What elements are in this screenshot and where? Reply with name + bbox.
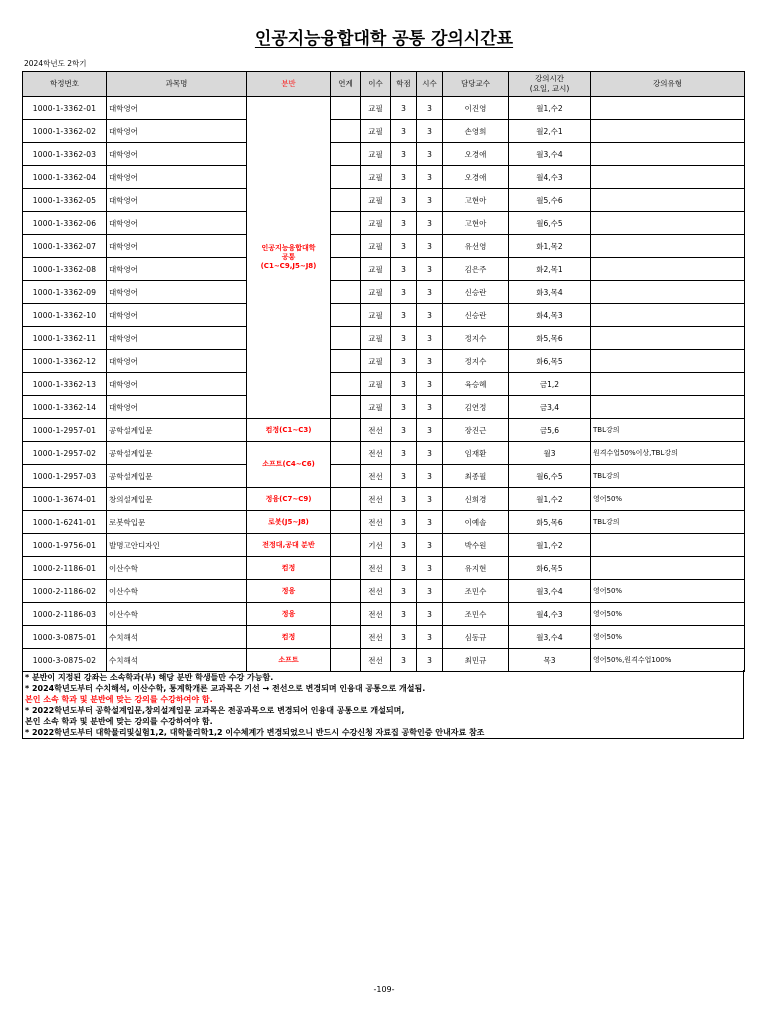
lecture-type-cell — [591, 304, 745, 327]
table-row — [23, 649, 745, 672]
division-cell: 로봇(J5~J8) — [247, 511, 331, 534]
course-code: 1000-1-3362-09 — [23, 281, 107, 304]
category-cell: 교필 — [361, 327, 391, 350]
schedule-cell: 화5,목6 — [509, 327, 591, 350]
course-name: 수치해석 — [107, 649, 247, 672]
course-name: 발명고안디자인 — [107, 534, 247, 557]
credits-cell: 3 — [391, 258, 417, 281]
course-code: 1000-1-3362-08 — [23, 258, 107, 281]
table-row — [23, 212, 745, 235]
division-cell: 정융 — [247, 580, 331, 603]
note-line: 본인 소속 학과 및 분반에 맞는 강의를 수강하여야 함. — [25, 717, 213, 726]
schedule-cell: 화6,목5 — [509, 557, 591, 580]
professor-cell: 오경애 — [443, 143, 509, 166]
course-name: 대학영어 — [107, 327, 247, 350]
credits-cell: 3 — [391, 626, 417, 649]
linked-cell — [331, 396, 361, 419]
lecture-type-cell — [591, 212, 745, 235]
linked-cell — [331, 120, 361, 143]
credits-cell: 3 — [391, 212, 417, 235]
table-row — [23, 304, 745, 327]
hours-cell: 3 — [417, 373, 443, 396]
lecture-type-cell — [591, 396, 745, 419]
table-row — [23, 488, 745, 511]
linked-cell — [331, 143, 361, 166]
professor-cell: 신희경 — [443, 488, 509, 511]
division-cell: 컴정(C1~C3) — [247, 419, 331, 442]
credits-cell: 3 — [391, 442, 417, 465]
division-cell: 소프트(C4~C6) — [247, 442, 331, 488]
division-cell: 컴정 — [247, 557, 331, 580]
lecture-type-cell: TBL강의 — [591, 419, 745, 442]
lecture-type-cell — [591, 350, 745, 373]
division-cell: 정융(C7~C9) — [247, 488, 331, 511]
table-row — [23, 327, 745, 350]
table-row — [23, 511, 745, 534]
linked-cell — [331, 373, 361, 396]
professor-cell: 조민수 — [443, 603, 509, 626]
course-code: 1000-1-3362-06 — [23, 212, 107, 235]
professor-cell: 최민규 — [443, 649, 509, 672]
linked-cell — [331, 419, 361, 442]
category-cell: 교필 — [361, 304, 391, 327]
professor-cell: 김연정 — [443, 396, 509, 419]
lecture-type-cell — [591, 327, 745, 350]
table-row — [23, 396, 745, 419]
lecture-type-cell: 원격수업50%이상,TBL강의 — [591, 442, 745, 465]
professor-cell: 고현아 — [443, 212, 509, 235]
category-cell: 기선 — [361, 534, 391, 557]
credits-cell: 3 — [391, 488, 417, 511]
course-name: 공학설계입문 — [107, 442, 247, 465]
table-row — [23, 258, 745, 281]
professor-cell: 이예솔 — [443, 511, 509, 534]
schedule-cell: 월2,수1 — [509, 120, 591, 143]
course-name: 대학영어 — [107, 166, 247, 189]
lecture-type-cell — [591, 557, 745, 580]
category-cell: 교필 — [361, 97, 391, 120]
lecture-type-cell: 영어50% — [591, 603, 745, 626]
table-row — [23, 373, 745, 396]
lecture-type-cell — [591, 235, 745, 258]
credits-cell: 3 — [391, 235, 417, 258]
course-code: 1000-1-9756-01 — [23, 534, 107, 557]
schedule-cell: 월6,수5 — [509, 212, 591, 235]
header-row — [23, 72, 745, 97]
course-name: 대학영어 — [107, 143, 247, 166]
semester-label: 2024학년도 2학기 — [24, 59, 87, 68]
category-cell: 교필 — [361, 281, 391, 304]
hours-cell: 3 — [417, 534, 443, 557]
category-cell: 교필 — [361, 166, 391, 189]
category-cell: 교필 — [361, 235, 391, 258]
professor-cell: 임재환 — [443, 442, 509, 465]
course-code: 1000-2-1186-02 — [23, 580, 107, 603]
schedule-cell: 월1,수2 — [509, 97, 591, 120]
hours-cell: 3 — [417, 281, 443, 304]
hours-cell: 3 — [417, 97, 443, 120]
course-name: 대학영어 — [107, 373, 247, 396]
category-cell: 교필 — [361, 189, 391, 212]
hours-cell: 3 — [417, 465, 443, 488]
professor-cell: 오경애 — [443, 166, 509, 189]
professor-cell: 신승란 — [443, 281, 509, 304]
course-code: 1000-1-3362-01 — [23, 97, 107, 120]
course-name: 창의설계입문 — [107, 488, 247, 511]
hours-cell: 3 — [417, 235, 443, 258]
col-code: 학정번호 — [23, 72, 107, 97]
hours-cell: 3 — [417, 396, 443, 419]
table-row — [23, 557, 745, 580]
linked-cell — [331, 442, 361, 465]
linked-cell — [331, 97, 361, 120]
table-row — [23, 97, 745, 120]
linked-cell — [331, 626, 361, 649]
credits-cell: 3 — [391, 304, 417, 327]
note-line: * 2024학년도부터 수치해석, 이산수학, 통계학개론 교과목은 기선 → 전선으로 변경되며 인융대 공통으로 개설됨. — [25, 684, 426, 693]
schedule-cell: 월1,수2 — [509, 534, 591, 557]
linked-cell — [331, 580, 361, 603]
linked-cell — [331, 488, 361, 511]
category-cell: 전선 — [361, 649, 391, 672]
schedule-cell: 화6,목5 — [509, 350, 591, 373]
credits-cell: 3 — [391, 557, 417, 580]
course-name: 이산수학 — [107, 557, 247, 580]
course-code: 1000-1-2957-02 — [23, 442, 107, 465]
category-cell: 전선 — [361, 442, 391, 465]
table-row — [23, 626, 745, 649]
professor-cell: 정지수 — [443, 350, 509, 373]
hours-cell: 3 — [417, 603, 443, 626]
linked-cell — [331, 465, 361, 488]
lecture-type-cell — [591, 143, 745, 166]
credits-cell: 3 — [391, 396, 417, 419]
schedule-cell: 화4,목3 — [509, 304, 591, 327]
table-row — [23, 189, 745, 212]
table-row — [23, 120, 745, 143]
hours-cell: 3 — [417, 580, 443, 603]
category-cell: 전선 — [361, 626, 391, 649]
linked-cell — [331, 327, 361, 350]
course-name: 수치해석 — [107, 626, 247, 649]
course-code: 1000-2-1186-03 — [23, 603, 107, 626]
course-code: 1000-3-0875-01 — [23, 626, 107, 649]
page-title: 인공지능융합대학 공통 강의시간표 — [254, 29, 514, 49]
course-name: 대학영어 — [107, 120, 247, 143]
lecture-type-cell — [591, 258, 745, 281]
professor-cell: 고현아 — [443, 189, 509, 212]
hours-cell: 3 — [417, 419, 443, 442]
hours-cell: 3 — [417, 626, 443, 649]
hours-cell: 3 — [417, 511, 443, 534]
linked-cell — [331, 281, 361, 304]
linked-cell — [331, 534, 361, 557]
course-name: 대학영어 — [107, 235, 247, 258]
timetable — [22, 71, 745, 672]
lecture-type-cell — [591, 120, 745, 143]
lecture-type-cell — [591, 534, 745, 557]
linked-cell — [331, 258, 361, 281]
category-cell: 교필 — [361, 120, 391, 143]
professor-cell: 유지현 — [443, 557, 509, 580]
course-code: 1000-1-2957-03 — [23, 465, 107, 488]
course-name: 대학영어 — [107, 350, 247, 373]
lecture-type-cell: TBL강의 — [591, 511, 745, 534]
category-cell: 전선 — [361, 557, 391, 580]
linked-cell — [331, 649, 361, 672]
hours-cell: 3 — [417, 350, 443, 373]
course-name: 공학설계입문 — [107, 419, 247, 442]
category-cell: 교필 — [361, 350, 391, 373]
course-code: 1000-1-3362-13 — [23, 373, 107, 396]
page-number: -109- — [373, 985, 395, 994]
professor-cell: 김은주 — [443, 258, 509, 281]
hours-cell: 3 — [417, 189, 443, 212]
schedule-cell: 월6,수5 — [509, 465, 591, 488]
course-code: 1000-1-3362-03 — [23, 143, 107, 166]
course-name: 대학영어 — [107, 97, 247, 120]
professor-cell: 육승혜 — [443, 373, 509, 396]
category-cell: 교필 — [361, 373, 391, 396]
category-cell: 전선 — [361, 465, 391, 488]
course-code: 1000-3-0875-02 — [23, 649, 107, 672]
course-code: 1000-1-3362-07 — [23, 235, 107, 258]
category-cell: 교필 — [361, 396, 391, 419]
course-code: 1000-1-6241-01 — [23, 511, 107, 534]
col-lecture-type: 강의유형 — [591, 72, 745, 97]
schedule-cell: 목3 — [509, 649, 591, 672]
category-cell: 전선 — [361, 419, 391, 442]
table-row — [23, 235, 745, 258]
linked-cell — [331, 304, 361, 327]
course-code: 1000-1-3362-10 — [23, 304, 107, 327]
schedule-cell: 화1,목2 — [509, 235, 591, 258]
hours-cell: 3 — [417, 212, 443, 235]
table-row — [23, 166, 745, 189]
credits-cell: 3 — [391, 373, 417, 396]
lecture-type-cell: 영어50% — [591, 626, 745, 649]
course-name: 대학영어 — [107, 212, 247, 235]
col-professor: 담당교수 — [443, 72, 509, 97]
credits-cell: 3 — [391, 166, 417, 189]
lecture-type-cell — [591, 166, 745, 189]
table-row — [23, 281, 745, 304]
schedule-cell: 월4,수3 — [509, 166, 591, 189]
course-code: 1000-1-3362-14 — [23, 396, 107, 419]
linked-cell — [331, 189, 361, 212]
course-code: 1000-1-3362-12 — [23, 350, 107, 373]
note-line: * 분반이 지정된 강좌는 소속학과(부) 해당 분반 학생들만 수강 가능함. — [25, 673, 274, 682]
course-code: 1000-1-3674-01 — [23, 488, 107, 511]
schedule-cell: 금3,4 — [509, 396, 591, 419]
linked-cell — [331, 350, 361, 373]
note-line-emphasis: 본인 소속 학과 및 분반에 맞는 강의를 수강하여야 함. — [25, 695, 213, 704]
col-division: 분반 — [247, 72, 331, 97]
schedule-cell: 월4,수3 — [509, 603, 591, 626]
course-name: 공학설계입문 — [107, 465, 247, 488]
table-row — [23, 603, 745, 626]
professor-cell: 손영희 — [443, 120, 509, 143]
linked-cell — [331, 603, 361, 626]
schedule-cell: 월3,수4 — [509, 143, 591, 166]
notes-box — [22, 670, 744, 739]
lecture-type-cell: 영어50% — [591, 488, 745, 511]
schedule-cell: 금5,6 — [509, 419, 591, 442]
credits-cell: 3 — [391, 419, 417, 442]
credits-cell: 3 — [391, 189, 417, 212]
course-name: 대학영어 — [107, 304, 247, 327]
schedule-cell: 월3,수4 — [509, 580, 591, 603]
hours-cell: 3 — [417, 488, 443, 511]
hours-cell: 3 — [417, 120, 443, 143]
course-name: 대학영어 — [107, 189, 247, 212]
credits-cell: 3 — [391, 120, 417, 143]
credits-cell: 3 — [391, 534, 417, 557]
division-cell: 소프트 — [247, 649, 331, 672]
hours-cell: 3 — [417, 304, 443, 327]
lecture-type-cell: TBL강의 — [591, 465, 745, 488]
hours-cell: 3 — [417, 327, 443, 350]
table-row — [23, 350, 745, 373]
hours-cell: 3 — [417, 442, 443, 465]
professor-cell: 유선영 — [443, 235, 509, 258]
course-name: 이산수학 — [107, 580, 247, 603]
professor-cell: 이진영 — [443, 97, 509, 120]
linked-cell — [331, 557, 361, 580]
division-cell: 전정대,공대 분반 — [247, 534, 331, 557]
credits-cell: 3 — [391, 465, 417, 488]
col-course: 과목명 — [107, 72, 247, 97]
hours-cell: 3 — [417, 557, 443, 580]
col-credits: 학점 — [391, 72, 417, 97]
course-code: 1000-2-1186-01 — [23, 557, 107, 580]
lecture-type-cell — [591, 373, 745, 396]
professor-cell: 심동규 — [443, 626, 509, 649]
lecture-type-cell — [591, 281, 745, 304]
table-row — [23, 442, 745, 465]
course-code: 1000-1-3362-02 — [23, 120, 107, 143]
schedule-cell: 월3 — [509, 442, 591, 465]
schedule-cell: 월3,수4 — [509, 626, 591, 649]
course-code: 1000-1-2957-01 — [23, 419, 107, 442]
schedule-cell: 금1,2 — [509, 373, 591, 396]
professor-cell: 최종필 — [443, 465, 509, 488]
course-name: 대학영어 — [107, 396, 247, 419]
course-code: 1000-1-3362-11 — [23, 327, 107, 350]
professor-cell: 박수원 — [443, 534, 509, 557]
linked-cell — [331, 235, 361, 258]
col-hours: 시수 — [417, 72, 443, 97]
division-cell: 정융 — [247, 603, 331, 626]
course-name: 대학영어 — [107, 258, 247, 281]
schedule-cell: 화5,목6 — [509, 511, 591, 534]
hours-cell: 3 — [417, 258, 443, 281]
credits-cell: 3 — [391, 603, 417, 626]
schedule-cell: 월5,수6 — [509, 189, 591, 212]
course-name: 로봇학입문 — [107, 511, 247, 534]
linked-cell — [331, 511, 361, 534]
schedule-cell: 월1,수2 — [509, 488, 591, 511]
credits-cell: 3 — [391, 97, 417, 120]
category-cell: 교필 — [361, 212, 391, 235]
category-cell: 전선 — [361, 603, 391, 626]
lecture-type-cell: 영어50% — [591, 580, 745, 603]
credits-cell: 3 — [391, 143, 417, 166]
lecture-type-cell — [591, 189, 745, 212]
table-row — [23, 580, 745, 603]
lecture-type-cell: 영어50%,원격수업100% — [591, 649, 745, 672]
credits-cell: 3 — [391, 649, 417, 672]
category-cell: 전선 — [361, 511, 391, 534]
table-row — [23, 143, 745, 166]
credits-cell: 3 — [391, 327, 417, 350]
table-row — [23, 534, 745, 557]
hours-cell: 3 — [417, 143, 443, 166]
course-code: 1000-1-3362-04 — [23, 166, 107, 189]
category-cell: 전선 — [361, 580, 391, 603]
note-line: * 2022학년도부터 공학설계입문,창의설계입문 교과목은 전공과목으로 변경되어 인융대 공통으로 개설되며, — [25, 706, 405, 715]
linked-cell — [331, 212, 361, 235]
table-row — [23, 419, 745, 442]
category-cell: 교필 — [361, 258, 391, 281]
lecture-type-cell — [591, 97, 745, 120]
professor-cell: 조민수 — [443, 580, 509, 603]
credits-cell: 3 — [391, 580, 417, 603]
linked-cell — [331, 166, 361, 189]
credits-cell: 3 — [391, 511, 417, 534]
professor-cell: 정지수 — [443, 327, 509, 350]
course-name: 대학영어 — [107, 281, 247, 304]
note-line: * 2022학년도부터 대학물리및실험1,2, 대학물리학1,2 이수체계가 변경되었으니 반드시 수강신청 자료집 공학인증 안내자료 참조 — [25, 728, 485, 737]
col-schedule: 강의시간 (요일, 교시) — [509, 72, 591, 97]
course-code: 1000-1-3362-05 — [23, 189, 107, 212]
professor-cell: 장진근 — [443, 419, 509, 442]
credits-cell: 3 — [391, 350, 417, 373]
division-cell: 컴정 — [247, 626, 331, 649]
schedule-cell: 화2,목1 — [509, 258, 591, 281]
category-cell: 교필 — [361, 143, 391, 166]
credits-cell: 3 — [391, 281, 417, 304]
col-category: 이수 — [361, 72, 391, 97]
col-linked: 연계 — [331, 72, 361, 97]
division-cell: 인공지능융합대학 공통 (C1~C9,J5~J8) — [247, 97, 331, 419]
schedule-cell: 화3,목4 — [509, 281, 591, 304]
professor-cell: 신승란 — [443, 304, 509, 327]
hours-cell: 3 — [417, 166, 443, 189]
table-row — [23, 465, 745, 488]
category-cell: 전선 — [361, 488, 391, 511]
course-name: 이산수학 — [107, 603, 247, 626]
hours-cell: 3 — [417, 649, 443, 672]
